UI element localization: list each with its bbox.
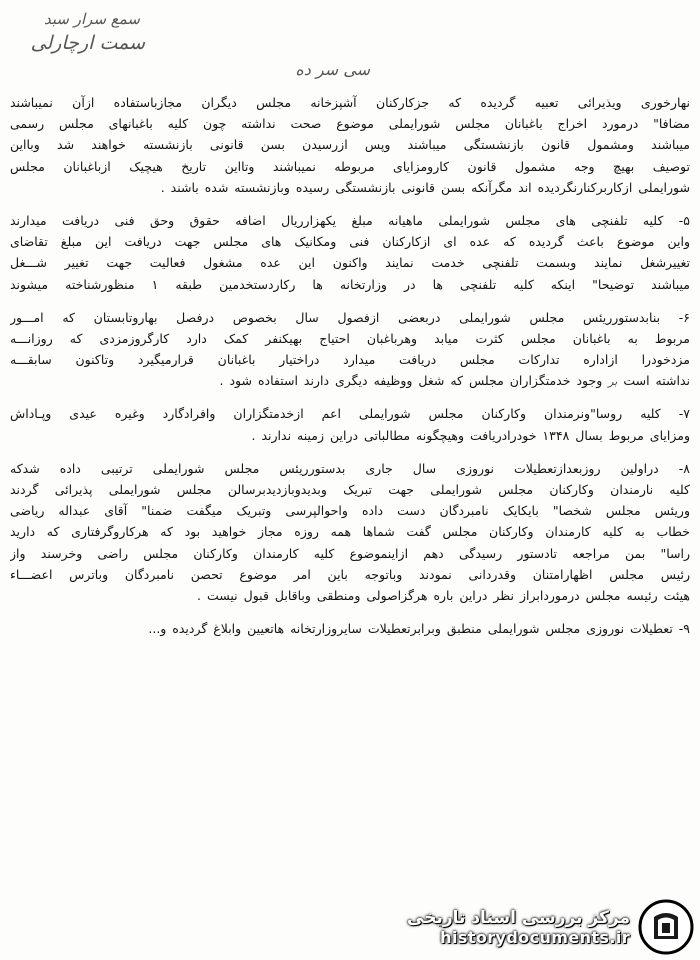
paragraph-9-line: ۹- تعطیلات نوروزی مجلس شورایملی منطبق وبرابرتعطیلات سایروزارتخانه هاتعیین وابلاغ گردیده و... [148, 621, 690, 637]
paragraph-8-line: ۸- دراولین روزبعدازتعطیلات نوروزی سال جاری بدستورریئس مجلس شورایملی ترتیبی داده شدکه [10, 460, 690, 476]
document-body [10, 92, 690, 639]
text-line: شورایملی ازکاربرکنارنگردیده اند مگرآنکه بسن قانونی بازنشستگی رسیده وبازنشسته شده باشند . [160, 179, 690, 195]
text-line: راسا" بمن مراجعه تادستور رسیدگی دهم ازاینموضوع کلیه کارمندان وکارکنان مجلس راضی وخرسند واز [10, 545, 690, 561]
paragraph-5-line: ۵- کلیه تلفنچی های مجلس شورایملی ماهیانه مبلغ یکهزارریال اضافه حقوق وحق فنی دریافت میدارند [10, 212, 690, 228]
text-line: نداشته است بر وجود خدمتگزاران مجلس که شغل ووظیفه دیگری دارند استفاده شود . [219, 373, 690, 389]
handwritten-note-top: سمع سرار سبد [44, 10, 140, 28]
text-line: مربوط به باغبانان مجلس کثرت میابد وهرباغبان احتیاج بهیکنفر کمک دارد کارگروزمزدی که روزانـــه [10, 330, 690, 346]
handwritten-note-second: سمت ارچارلی [30, 32, 145, 54]
paragraph-6-line: ۶- بنابدستورریئس مجلس شورایملی دربعضی ازفصول سال بخصوص درفصل بهاروتابستان که امـــور [10, 309, 690, 325]
text-line: خطاب به کلیه کارمندان وکارکنان مجلس گفت شماها همه روزه مجاز خواهید بود که هرکاروگرفتاری که دارید [10, 524, 690, 540]
text-line: ومزایای مربوط بسال ۱۳۴۸ خودرادریافت وهیچگونه مطالباتی دراین زمینه ندارند . [251, 427, 690, 443]
document-center-logo-icon [638, 899, 694, 955]
text-line: نهارخوری ویذیرائی تعبیه گردیده که جزکارکنان آشپزخانه مجلس دیگران مجازباستفاده ازآن نمیباشند [10, 95, 690, 110]
text-line: مزدخودرا ازاداره تدارکات مجلس دریافت میدارد دراختیار باغبانان قرارمیگیرد وتاکنون سابقـــه [10, 352, 690, 368]
text-line: توصیف بهیچ وجه مشمول قانون کارومزایای مربوطه نمیباشند وتااین تاریخ هیچیک ازباغبانان مجلس [10, 158, 690, 174]
text-line: رئیس مجلس اظهارامتنان وقدردانی نمودند وباتوجه باین امر موضوع تحصن نامبردگان وباترس اعضـــاء [10, 566, 690, 582]
handwritten-note-third: سی سر ده [295, 60, 370, 79]
watermark [394, 898, 694, 956]
text-line: مضافا" درمورد اخراج باغبانان مجلس شورایملی موضوع صحت نداشته چون کلیه باغبانهای مجلس رسمی [10, 116, 690, 132]
text-line: واین موضوع باعث گردیده که عده ای ازکارکنان فنی ومکانیک های مجلس جهت دریافت این مبلغ تقاضای [10, 234, 690, 250]
handwritten-inline-note: بر [608, 375, 618, 389]
watermark-url: historydocuments.ir [440, 927, 630, 947]
text-line: وریئس مجلس شخصا" بایکایک نامبردگان دست داده واحوالپرسی وتبریک میگفت ضمنا" آقای عبداله ریاضی [10, 503, 690, 519]
text-line: کلیه نارمندان وکارکنان مجلس شورایملی جهت تبریک وبدیدوبازدیدبرسالن مجلس شورایملی پذیرائی گردند [10, 482, 690, 497]
watermark-title: مرکز بررسی اسناد تاریخی [407, 907, 630, 928]
text-line: هیئت رئیسه مجلس درموردابراز نظر دراین باره هرگزاصولی ومنطقی وباقابل قبول نیست . [197, 587, 690, 603]
watermark-text [407, 908, 630, 947]
paragraph-7-line: ۷- کلیه روسا"ونرمندان وکارکنان مجلس شورایملی اعم ازخدمتگزاران وافرادگارد وغیره عیدی وپـاداش [10, 406, 690, 422]
text-line: میباشند توضیحا" اینکه کلیه تلفنچی ها در وزارتخانه ها رکاردستخدمین طبقه ۱ منظورشناخته میشوند [10, 276, 690, 292]
text-line: تغییرشغل نمایند وبسمت تلفنچی خدمت نمایند واکنون این عده مشغول فعالیت جهت تغییر شـــغل [10, 255, 690, 271]
text-line: میباشند ومشمول قانون بازنشستگی میباشند وپس ازرسیدن بسن قانونی بازنشسته خواهند شد وبااین [10, 137, 690, 153]
